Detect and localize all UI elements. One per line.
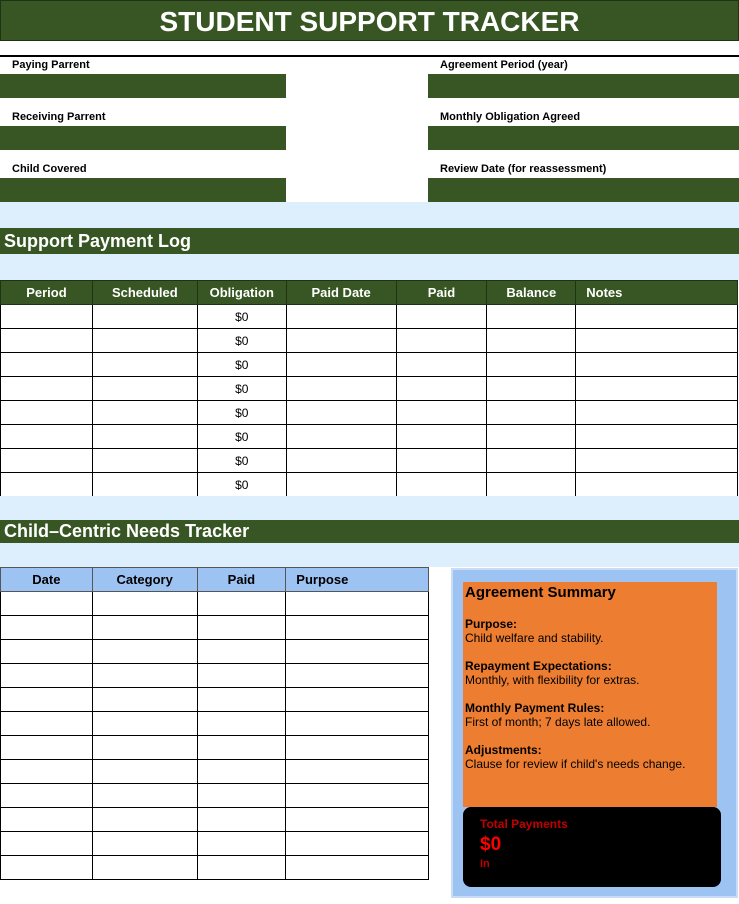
paying-parent-field[interactable] [0, 74, 286, 98]
table-cell[interactable] [286, 377, 396, 401]
table-cell[interactable]: $0 [197, 377, 286, 401]
table-cell[interactable] [576, 377, 738, 401]
table-row [1, 736, 429, 760]
column-header-paid: Paid [396, 281, 487, 305]
table-cell[interactable] [576, 329, 738, 353]
table-row [1, 592, 429, 616]
table-cell[interactable] [286, 329, 396, 353]
table-cell[interactable] [92, 329, 197, 353]
spacer-band [0, 202, 739, 228]
divider [0, 55, 739, 57]
table-cell[interactable] [92, 736, 197, 760]
table-cell[interactable] [1, 832, 93, 856]
table-cell[interactable] [487, 401, 576, 425]
receiving-parent-field[interactable] [0, 126, 286, 150]
summary-item-value: Clause for review if child's needs change. [465, 757, 686, 771]
table-cell[interactable] [286, 592, 429, 616]
table-cell[interactable] [1, 808, 93, 832]
table-cell[interactable] [92, 856, 197, 880]
table-cell[interactable] [396, 329, 487, 353]
table-cell[interactable] [197, 616, 286, 640]
table-row [1, 712, 429, 736]
table-header-row [1, 568, 429, 592]
summary-item-label: Purpose: [465, 617, 518, 631]
table-row [1, 449, 738, 473]
table-cell[interactable] [576, 425, 738, 449]
table-cell[interactable] [286, 449, 396, 473]
table-cell[interactable] [286, 473, 396, 497]
table-cell[interactable] [197, 856, 286, 880]
table-cell[interactable] [576, 401, 738, 425]
table-row [1, 640, 429, 664]
child-covered-field[interactable] [0, 178, 286, 202]
table-cell[interactable] [92, 473, 197, 497]
table-cell[interactable]: $0 [197, 401, 286, 425]
table-cell[interactable] [92, 592, 197, 616]
table-cell[interactable] [396, 449, 487, 473]
table-row [1, 760, 429, 784]
table-cell[interactable] [1, 640, 93, 664]
table-cell[interactable] [286, 401, 396, 425]
agreement-period-field[interactable] [428, 74, 739, 98]
table-cell[interactable] [286, 640, 429, 664]
table-cell[interactable] [92, 664, 197, 688]
summary-item-label: Monthly Payment Rules: [465, 701, 605, 715]
table-cell[interactable] [1, 401, 93, 425]
table-cell[interactable] [286, 736, 429, 760]
column-header-notes: Notes [576, 281, 738, 305]
table-row [1, 305, 738, 329]
total-payments-box [463, 807, 721, 887]
table-cell[interactable] [286, 760, 429, 784]
table-cell[interactable] [1, 425, 93, 449]
table-row [1, 401, 738, 425]
table-cell[interactable] [197, 712, 286, 736]
table-cell[interactable] [286, 712, 429, 736]
table-cell[interactable] [1, 592, 93, 616]
table-cell[interactable] [197, 832, 286, 856]
table-cell[interactable] [92, 305, 197, 329]
table-cell[interactable] [396, 401, 487, 425]
column-header-period: Period [1, 281, 93, 305]
table-cell[interactable] [92, 808, 197, 832]
table-cell[interactable] [1, 760, 93, 784]
column-header-paid-date: Paid Date [286, 281, 396, 305]
summary-item [465, 617, 717, 645]
table-cell[interactable] [1, 329, 93, 353]
table-cell[interactable]: $0 [197, 329, 286, 353]
agreement-summary [463, 582, 717, 807]
spacer-band [0, 496, 739, 520]
table-cell[interactable] [1, 377, 93, 401]
table-cell[interactable] [396, 353, 487, 377]
payment-log-heading: Support Payment Log [0, 228, 739, 254]
table-cell[interactable] [487, 377, 576, 401]
table-cell[interactable] [1, 784, 93, 808]
table-cell[interactable] [1, 449, 93, 473]
spacer-band [0, 254, 739, 280]
table-row [1, 832, 429, 856]
column-header-obligation: Obligation [197, 281, 286, 305]
table-cell[interactable] [576, 473, 738, 497]
table-cell[interactable]: $0 [197, 305, 286, 329]
table-cell[interactable] [576, 353, 738, 377]
table-cell[interactable] [487, 353, 576, 377]
table-cell[interactable] [286, 784, 429, 808]
table-row [1, 425, 738, 449]
table-cell[interactable] [396, 425, 487, 449]
table-cell[interactable] [1, 712, 93, 736]
payment-log-table [0, 280, 738, 497]
table-cell[interactable] [92, 784, 197, 808]
table-cell[interactable] [487, 329, 576, 353]
page-title: STUDENT SUPPORT TRACKER [0, 0, 739, 41]
table-cell[interactable] [197, 736, 286, 760]
table-cell[interactable] [92, 640, 197, 664]
table-cell[interactable] [1, 664, 93, 688]
table-cell[interactable] [286, 425, 396, 449]
table-cell[interactable] [92, 832, 197, 856]
summary-item-value: Child welfare and stability. [465, 631, 604, 645]
table-cell[interactable] [1, 616, 93, 640]
table-cell[interactable]: $0 [197, 473, 286, 497]
table-row [1, 856, 429, 880]
table-cell[interactable] [1, 305, 93, 329]
review-date-label: Review Date (for reassessment) [440, 163, 607, 175]
table-cell[interactable] [1, 736, 93, 760]
table-cell[interactable] [576, 305, 738, 329]
column-header-purpose: Purpose [286, 568, 429, 592]
table-cell[interactable] [286, 664, 429, 688]
table-cell[interactable] [286, 808, 429, 832]
table-cell[interactable] [92, 425, 197, 449]
table-cell[interactable] [197, 688, 286, 712]
table-cell[interactable] [576, 449, 738, 473]
spacer-band [0, 543, 739, 567]
paying-parent-label: Paying Parrent [12, 59, 90, 71]
summary-item-value: First of month; 7 days late allowed. [465, 715, 651, 729]
table-cell[interactable] [1, 353, 93, 377]
table-cell[interactable] [286, 688, 429, 712]
table-cell[interactable] [92, 688, 197, 712]
table-cell[interactable] [1, 856, 93, 880]
column-header-paid: Paid [197, 568, 286, 592]
summary-item-label: Repayment Expectations: [465, 659, 612, 673]
table-row [1, 664, 429, 688]
table-cell[interactable] [487, 425, 576, 449]
table-row [1, 473, 738, 497]
column-header-scheduled: Scheduled [92, 281, 197, 305]
needs-tracker-heading: Child–Centric Needs Tracker [0, 520, 739, 543]
table-cell[interactable] [92, 616, 197, 640]
table-row [1, 377, 738, 401]
table-cell[interactable] [286, 353, 396, 377]
table-cell[interactable] [197, 664, 286, 688]
table-cell[interactable]: $0 [197, 353, 286, 377]
table-cell[interactable] [197, 784, 286, 808]
total-payments-unit: In [480, 858, 490, 870]
table-cell[interactable] [92, 760, 197, 784]
table-cell[interactable] [197, 808, 286, 832]
table-cell[interactable] [92, 377, 197, 401]
monthly-obligation-field[interactable] [428, 126, 739, 150]
needs-tracker-table [0, 567, 429, 880]
table-cell[interactable] [487, 449, 576, 473]
table-cell[interactable] [286, 305, 396, 329]
total-payments-amount: $0 [480, 834, 502, 855]
table-cell[interactable] [92, 353, 197, 377]
table-cell[interactable] [197, 760, 286, 784]
summary-item-label: Adjustments: [465, 743, 542, 757]
table-cell[interactable] [286, 856, 429, 880]
column-header-balance: Balance [487, 281, 576, 305]
table-row [1, 808, 429, 832]
table-cell[interactable] [1, 688, 93, 712]
table-cell[interactable] [92, 401, 197, 425]
table-row [1, 353, 738, 377]
table-row [1, 784, 429, 808]
table-cell[interactable] [487, 473, 576, 497]
table-cell[interactable] [487, 305, 576, 329]
agreement-period-label: Agreement Period (year) [440, 59, 568, 71]
child-covered-label: Child Covered [12, 163, 87, 175]
table-cell[interactable] [92, 449, 197, 473]
total-payments-label: Total Payments [480, 817, 568, 831]
table-cell[interactable] [197, 592, 286, 616]
table-cell[interactable] [286, 832, 429, 856]
table-header-row [1, 281, 738, 305]
table-cell[interactable]: $0 [197, 425, 286, 449]
summary-item [465, 659, 717, 687]
table-cell[interactable] [1, 473, 93, 497]
review-date-field[interactable] [428, 178, 739, 202]
table-row [1, 616, 429, 640]
table-cell[interactable] [396, 305, 487, 329]
table-row [1, 329, 738, 353]
table-cell[interactable] [396, 473, 487, 497]
table-cell[interactable] [396, 377, 487, 401]
summary-title: Agreement Summary [465, 584, 616, 601]
table-cell[interactable] [92, 712, 197, 736]
column-header-date: Date [1, 568, 93, 592]
table-cell[interactable] [286, 616, 429, 640]
table-cell[interactable] [197, 640, 286, 664]
summary-item-value: Monthly, with flexibility for extras. [465, 673, 640, 687]
table-row [1, 688, 429, 712]
summary-item [465, 743, 717, 771]
summary-item [465, 701, 717, 729]
table-cell[interactable]: $0 [197, 449, 286, 473]
receiving-parent-label: Receiving Parrent [12, 111, 106, 123]
monthly-obligation-label: Monthly Obligation Agreed [440, 111, 581, 123]
column-header-category: Category [92, 568, 197, 592]
